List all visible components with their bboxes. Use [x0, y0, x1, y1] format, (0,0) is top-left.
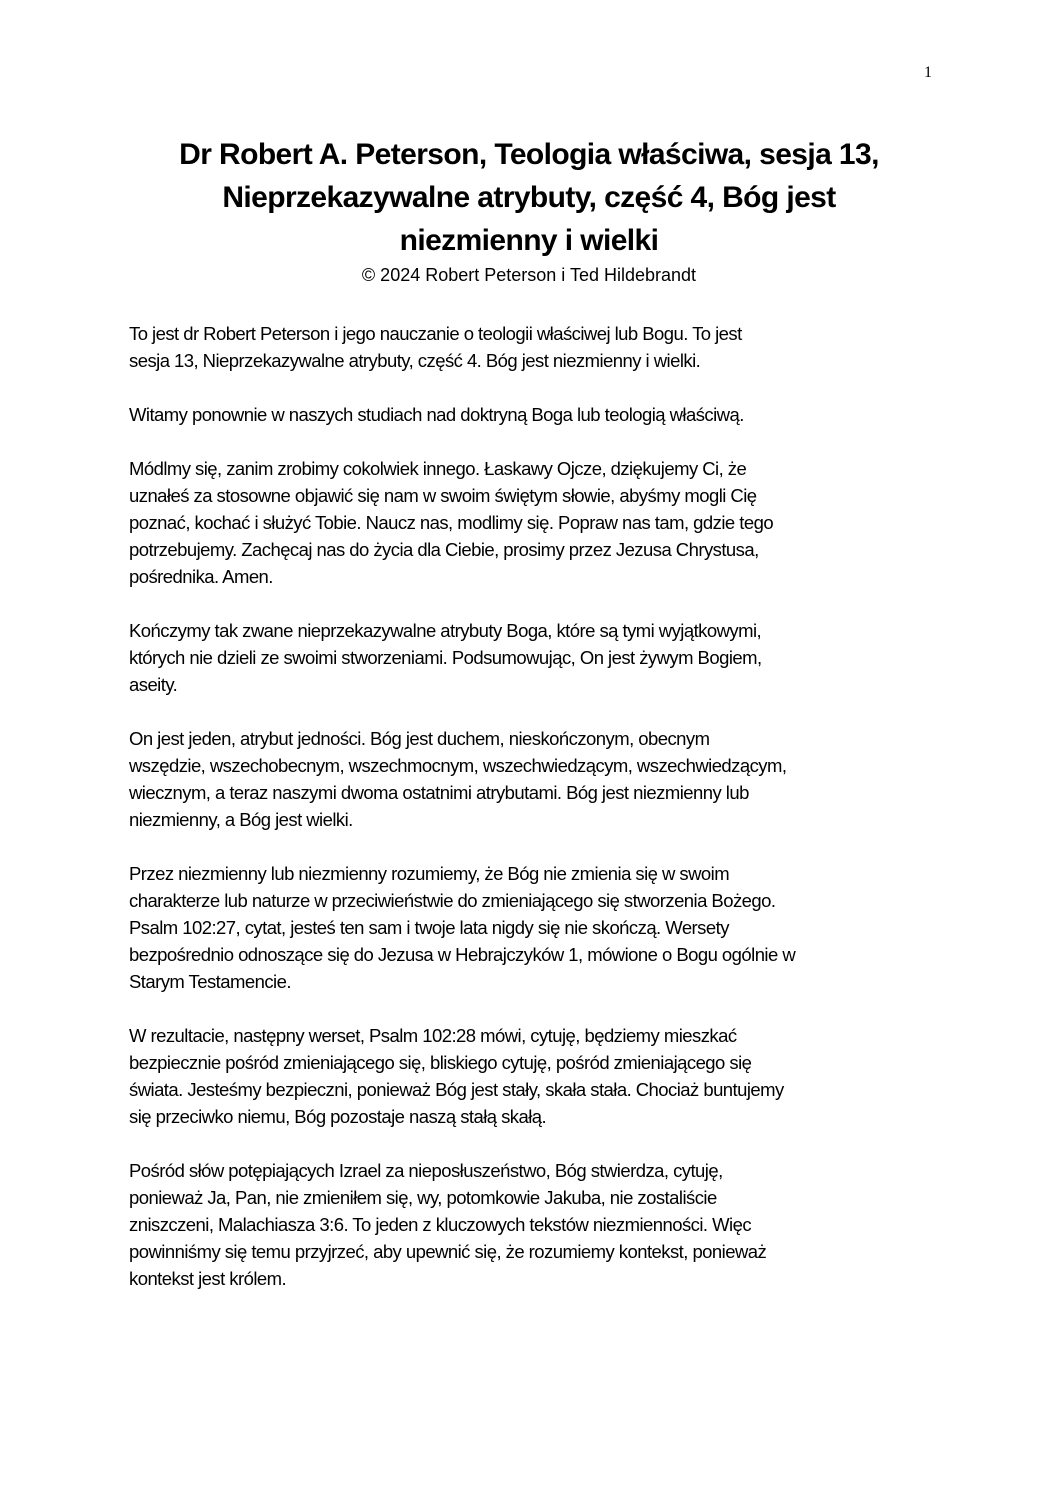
page-number: 1 — [924, 64, 932, 81]
paragraph-attributes — [129, 725, 949, 833]
text-line: niezmienny, a Bóg jest wielki. — [129, 809, 353, 830]
text-line: Pośród słów potępiających Izrael za nieposłuszeństwo, Bóg stwierdza, cytuję, — [129, 1160, 723, 1181]
paragraph-prayer — [129, 455, 949, 590]
text-line: To jest dr Robert Peterson i jego nauczanie o teologii właściwej lub Bogu. To jest — [129, 323, 742, 344]
paragraph-summary — [129, 617, 949, 698]
text-line: Módlmy się, zanim zrobimy cokolwiek innego. Łaskawy Ojcze, dziękujemy Ci, że — [129, 458, 747, 479]
text-line: ponieważ Ja, Pan, nie zmieniłem się, wy, potomkowie Jakuba, nie zostaliście — [129, 1187, 717, 1208]
text-line: Starym Testamencie. — [129, 971, 291, 992]
title-line: niezmienny i wielki — [399, 224, 659, 257]
copyright-notice: © 2024 Robert Peterson i Ted Hildebrandt — [361, 265, 697, 285]
text-line: sesja 13, Nieprzekazywalne atrybuty, część 4. Bóg jest niezmienny i wielki. — [129, 350, 701, 371]
text-line: poznać, kochać i służyć Tobie. Naucz nas, modlimy się. Popraw nas tam, gdzie tego — [129, 512, 774, 533]
text-line: wiecznym, a teraz naszymi dwoma ostatnimi atrybutami. Bóg jest niezmienny lub — [129, 782, 749, 803]
document-header — [0, 133, 1058, 288]
title-line: Dr Robert A. Peterson, Teologia właściwa, sesja 13, — [179, 138, 879, 171]
text-line: Witamy ponownie w naszych studiach nad doktryną Boga lub teologią właściwą. — [129, 404, 744, 425]
text-line: powinniśmy się temu przyjrzeć, aby upewnić się, że rozumiemy kontekst, ponieważ — [129, 1241, 767, 1262]
text-line: uznałeś za stosowne objawić się nam w swoim świętym słowie, abyśmy mogli Cię — [129, 485, 757, 506]
document-body — [129, 320, 949, 1319]
text-line: zniszczeni, Malachiasza 3:6. To jeden z kluczowych tekstów niezmienności. Więc — [129, 1214, 752, 1235]
paragraph-psalm — [129, 1022, 949, 1130]
paragraph-intro — [129, 320, 949, 374]
text-line: których nie dzieli ze swoimi stworzeniami. Podsumowując, On jest żywym Bogiem, — [129, 647, 762, 668]
text-line: bezpiecznie pośród zmieniającego się, bliskiego cytuję, pośród zmieniającego się — [129, 1052, 752, 1073]
text-line: W rezultacie, następny werset, Psalm 102:28 mówi, cytuję, będziemy mieszkać — [129, 1025, 737, 1046]
paragraph-malachi — [129, 1157, 949, 1292]
text-line: potrzebujemy. Zachęcaj nas do życia dla Ciebie, prosimy przez Jezusa Chrystusa, — [129, 539, 759, 560]
text-line: się przeciwko niemu, Bóg pozostaje naszą stałą skałą. — [129, 1106, 547, 1127]
paragraph-welcome — [129, 401, 949, 428]
text-line: On jest jeden, atrybut jedności. Bóg jest duchem, nieskończonym, obecnym — [129, 728, 710, 749]
text-line: kontekst jest królem. — [129, 1268, 287, 1289]
text-line: bezpośrednio odnoszące się do Jezusa w Hebrajczyków 1, mówione o Bogu ogólnie w — [129, 944, 796, 965]
text-line: Psalm 102:27, cytat, jesteś ten sam i twoje lata nigdy się nie skończą. Wersety — [129, 917, 729, 938]
text-line: Kończymy tak zwane nieprzekazywalne atrybuty Boga, które są tymi wyjątkowymi, — [129, 620, 762, 641]
text-line: świata. Jesteśmy bezpieczni, ponieważ Bóg jest stały, skała stała. Chociaż buntujemy — [129, 1079, 784, 1100]
paragraph-immutability — [129, 860, 949, 995]
document-title — [0, 133, 1058, 262]
text-line: pośrednika. Amen. — [129, 566, 273, 587]
text-line: Przez niezmienny lub niezmienny rozumiemy, że Bóg nie zmienia się w swoim — [129, 863, 730, 884]
text-line: aseity. — [129, 674, 178, 695]
text-line: wszędzie, wszechobecnym, wszechmocnym, wszechwiedzącym, wszechwiedzącym, — [129, 755, 787, 776]
title-line: Nieprzekazywalne atrybuty, część 4, Bóg jest — [222, 181, 836, 214]
text-line: charakterze lub naturze w przeciwieństwie do zmieniającego się stworzenia Bożego. — [129, 890, 776, 911]
